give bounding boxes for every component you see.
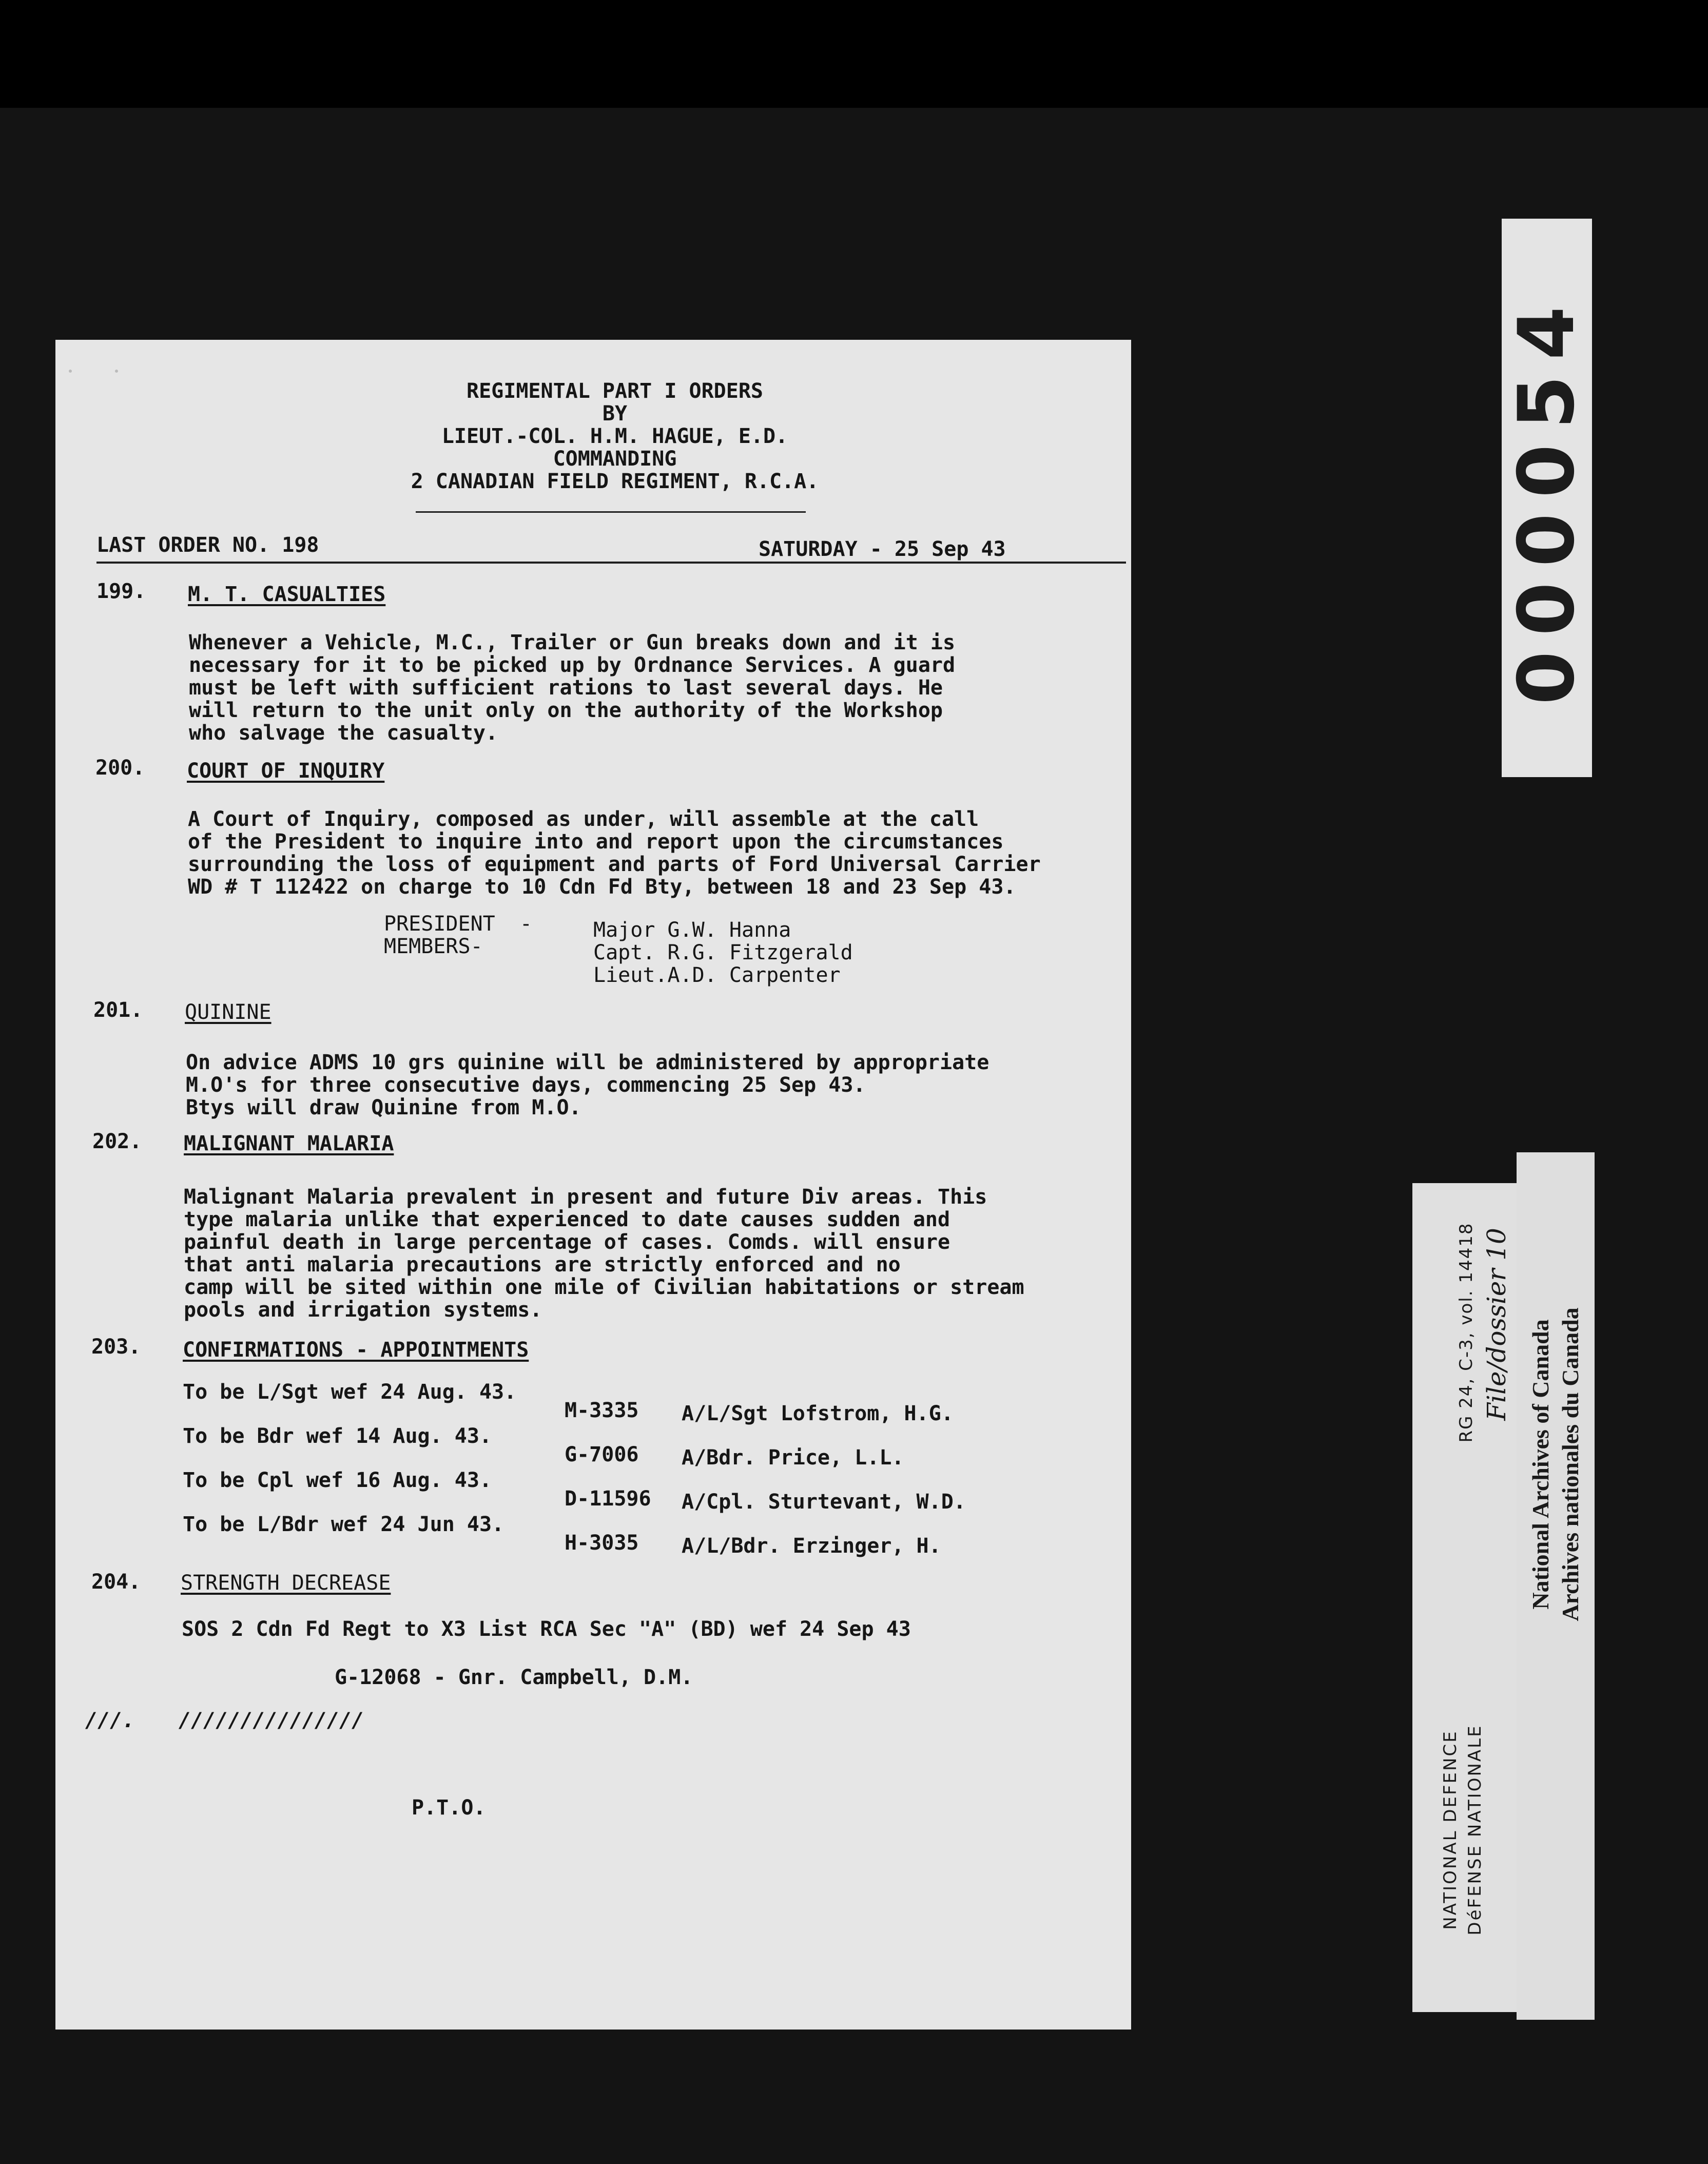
appointment-rank-text: To be L/Bdr wef 24 Jun 43. [183, 1513, 504, 1536]
national-defence-slip [1412, 1183, 1520, 2012]
scan-speck [115, 370, 118, 373]
struck-out-text: /////////////// [179, 1709, 364, 1732]
order-202-line: camp will be sited within one mile of Civilian habitations or stream [184, 1276, 1024, 1299]
order-200-line: of the President to inquire into and report upon the circumstances [188, 830, 1004, 854]
appointment-name: A/Cpl. Sturtevant, W.D. [682, 1490, 966, 1514]
order-title-court-of-inquiry: COURT OF INQUIRY [187, 759, 385, 783]
order-199-line: who salvage the casualty. [189, 721, 498, 745]
order-number-201: 201. [93, 998, 143, 1022]
order-199-line: Whenever a Vehicle, M.C., Trailer or Gun breaks down and it is [189, 631, 956, 654]
scan-speck [69, 370, 72, 373]
order-200-line: WD # T 112422 on charge to 10 Cdn Fd Bty, between 18 and 23 Sep 43. [188, 875, 1016, 899]
film-frame-top [0, 0, 1708, 108]
order-199-line: necessary for it to be picked up by Ordnance Services. A guard [189, 653, 956, 677]
appointment-rank-text: To be Bdr wef 14 Aug. 43. [183, 1424, 492, 1448]
national-defence-fr: DéFENSE NATIONALE [1464, 1724, 1485, 1936]
header-commander: LIEUT.-COL. H.M. HAGUE, E.D. [441, 424, 788, 448]
reel-number-label [1502, 219, 1592, 777]
record-group-reference: RG 24, C-3, vol. 14418 [1456, 1222, 1477, 1443]
member-name: Capt. R.G. Fitzgerald [593, 941, 853, 964]
order-199-line: must be left with sufficient rations to last several days. He [189, 676, 943, 700]
file-dossier-number: File/dossier 10 [1481, 1227, 1511, 1421]
order-201-line: M.O's for three consecutive days, commencing 25 Sep 43. [186, 1073, 866, 1097]
last-order-number: LAST ORDER NO. 198 [96, 533, 319, 557]
order-201-line: Btys will draw Quinine from M.O. [186, 1096, 581, 1119]
order-199-line: will return to the unit only on the authority of the Workshop [189, 699, 943, 722]
order-202-line: Malignant Malaria prevalent in present and future Div areas. This [184, 1185, 987, 1209]
national-archives-slip [1517, 1152, 1595, 2020]
meta-rule [96, 562, 1126, 564]
member-name: Lieut.A.D. Carpenter [593, 963, 841, 987]
members-label: MEMBERS- [384, 935, 483, 958]
order-number-202: 202. [92, 1130, 142, 1153]
order-202-line: pools and irrigation systems. [184, 1298, 542, 1322]
order-200-line: A Court of Inquiry, composed as under, will assemble at the call [188, 807, 979, 831]
header-unit: 2 CANADIAN FIELD REGIMENT, R.C.A. [411, 470, 819, 493]
header-by: BY [602, 402, 628, 426]
order-202-line: painful death in large percentage of cases. Comds. will ensure [184, 1230, 950, 1254]
archives-name-en: National Archives of Canada [1527, 1319, 1554, 1610]
order-sheet [55, 340, 1131, 2030]
order-title-mt-casualties: M. T. CASUALTIES [188, 583, 386, 606]
order-title-quinine: QUININE [185, 1000, 271, 1024]
header-title: REGIMENTAL PART I ORDERS [467, 379, 763, 403]
order-title-strength-decrease: STRENGTH DECREASE [181, 1571, 391, 1595]
president-label: PRESIDENT - [384, 912, 532, 936]
appointment-name: A/L/Bdr. Erzinger, H. [682, 1534, 941, 1558]
struck-off-soldier: G-12068 - Gnr. Campbell, D.M. [335, 1666, 693, 1689]
order-date: SATURDAY - 25 Sep 43 [759, 537, 1006, 561]
appointment-name: A/Bdr. Price, L.L. [682, 1446, 904, 1470]
order-204-line: SOS 2 Cdn Fd Regt to X3 List RCA Sec "A" (BD) wef 24 Sep 43 [182, 1617, 911, 1641]
order-202-line: that anti malaria precautions are strictly enforced and no [184, 1253, 901, 1277]
appointment-name: A/L/Sgt Lofstrom, H.G. [682, 1402, 954, 1425]
appointment-service-number: D-11596 [565, 1487, 651, 1511]
appointment-service-number: M-3335 [565, 1399, 639, 1422]
appointment-service-number: H-3035 [565, 1531, 639, 1555]
archives-name-fr: Archives nationales du Canada [1557, 1307, 1583, 1622]
national-defence-en: NATIONAL DEFENCE [1440, 1729, 1461, 1930]
president-name: Major G.W. Hanna [593, 918, 791, 942]
header-commanding: COMMANDING [553, 447, 677, 471]
order-title-malignant-malaria: MALIGNANT MALARIA [184, 1132, 394, 1155]
order-title-confirmations-appointments: CONFIRMATIONS - APPOINTMENTS [183, 1338, 529, 1362]
order-201-line: On advice ADMS 10 grs quinine will be administered by appropriate [186, 1051, 989, 1074]
reel-number: 000054 [1502, 291, 1591, 705]
archives-label [1526, 1308, 1585, 1621]
order-202-line: type malaria unlike that experienced to date causes sudden and [184, 1208, 950, 1231]
order-number-199: 199. [96, 579, 146, 603]
please-turn-over: P.T.O. [412, 1796, 486, 1820]
appointment-rank-text: To be Cpl wef 16 Aug. 43. [183, 1469, 492, 1492]
order-200-line: surrounding the loss of equipment and parts of Ford Universal Carrier [188, 853, 1041, 876]
order-number-204: 204. [91, 1570, 141, 1594]
order-number-203: 203. [91, 1335, 141, 1359]
struck-out-number: ///. [85, 1709, 135, 1732]
order-number-200: 200. [95, 756, 145, 780]
appointment-service-number: G-7006 [565, 1443, 639, 1466]
appointment-rank-text: To be L/Sgt wef 24 Aug. 43. [183, 1380, 517, 1404]
header-rule [416, 511, 806, 513]
